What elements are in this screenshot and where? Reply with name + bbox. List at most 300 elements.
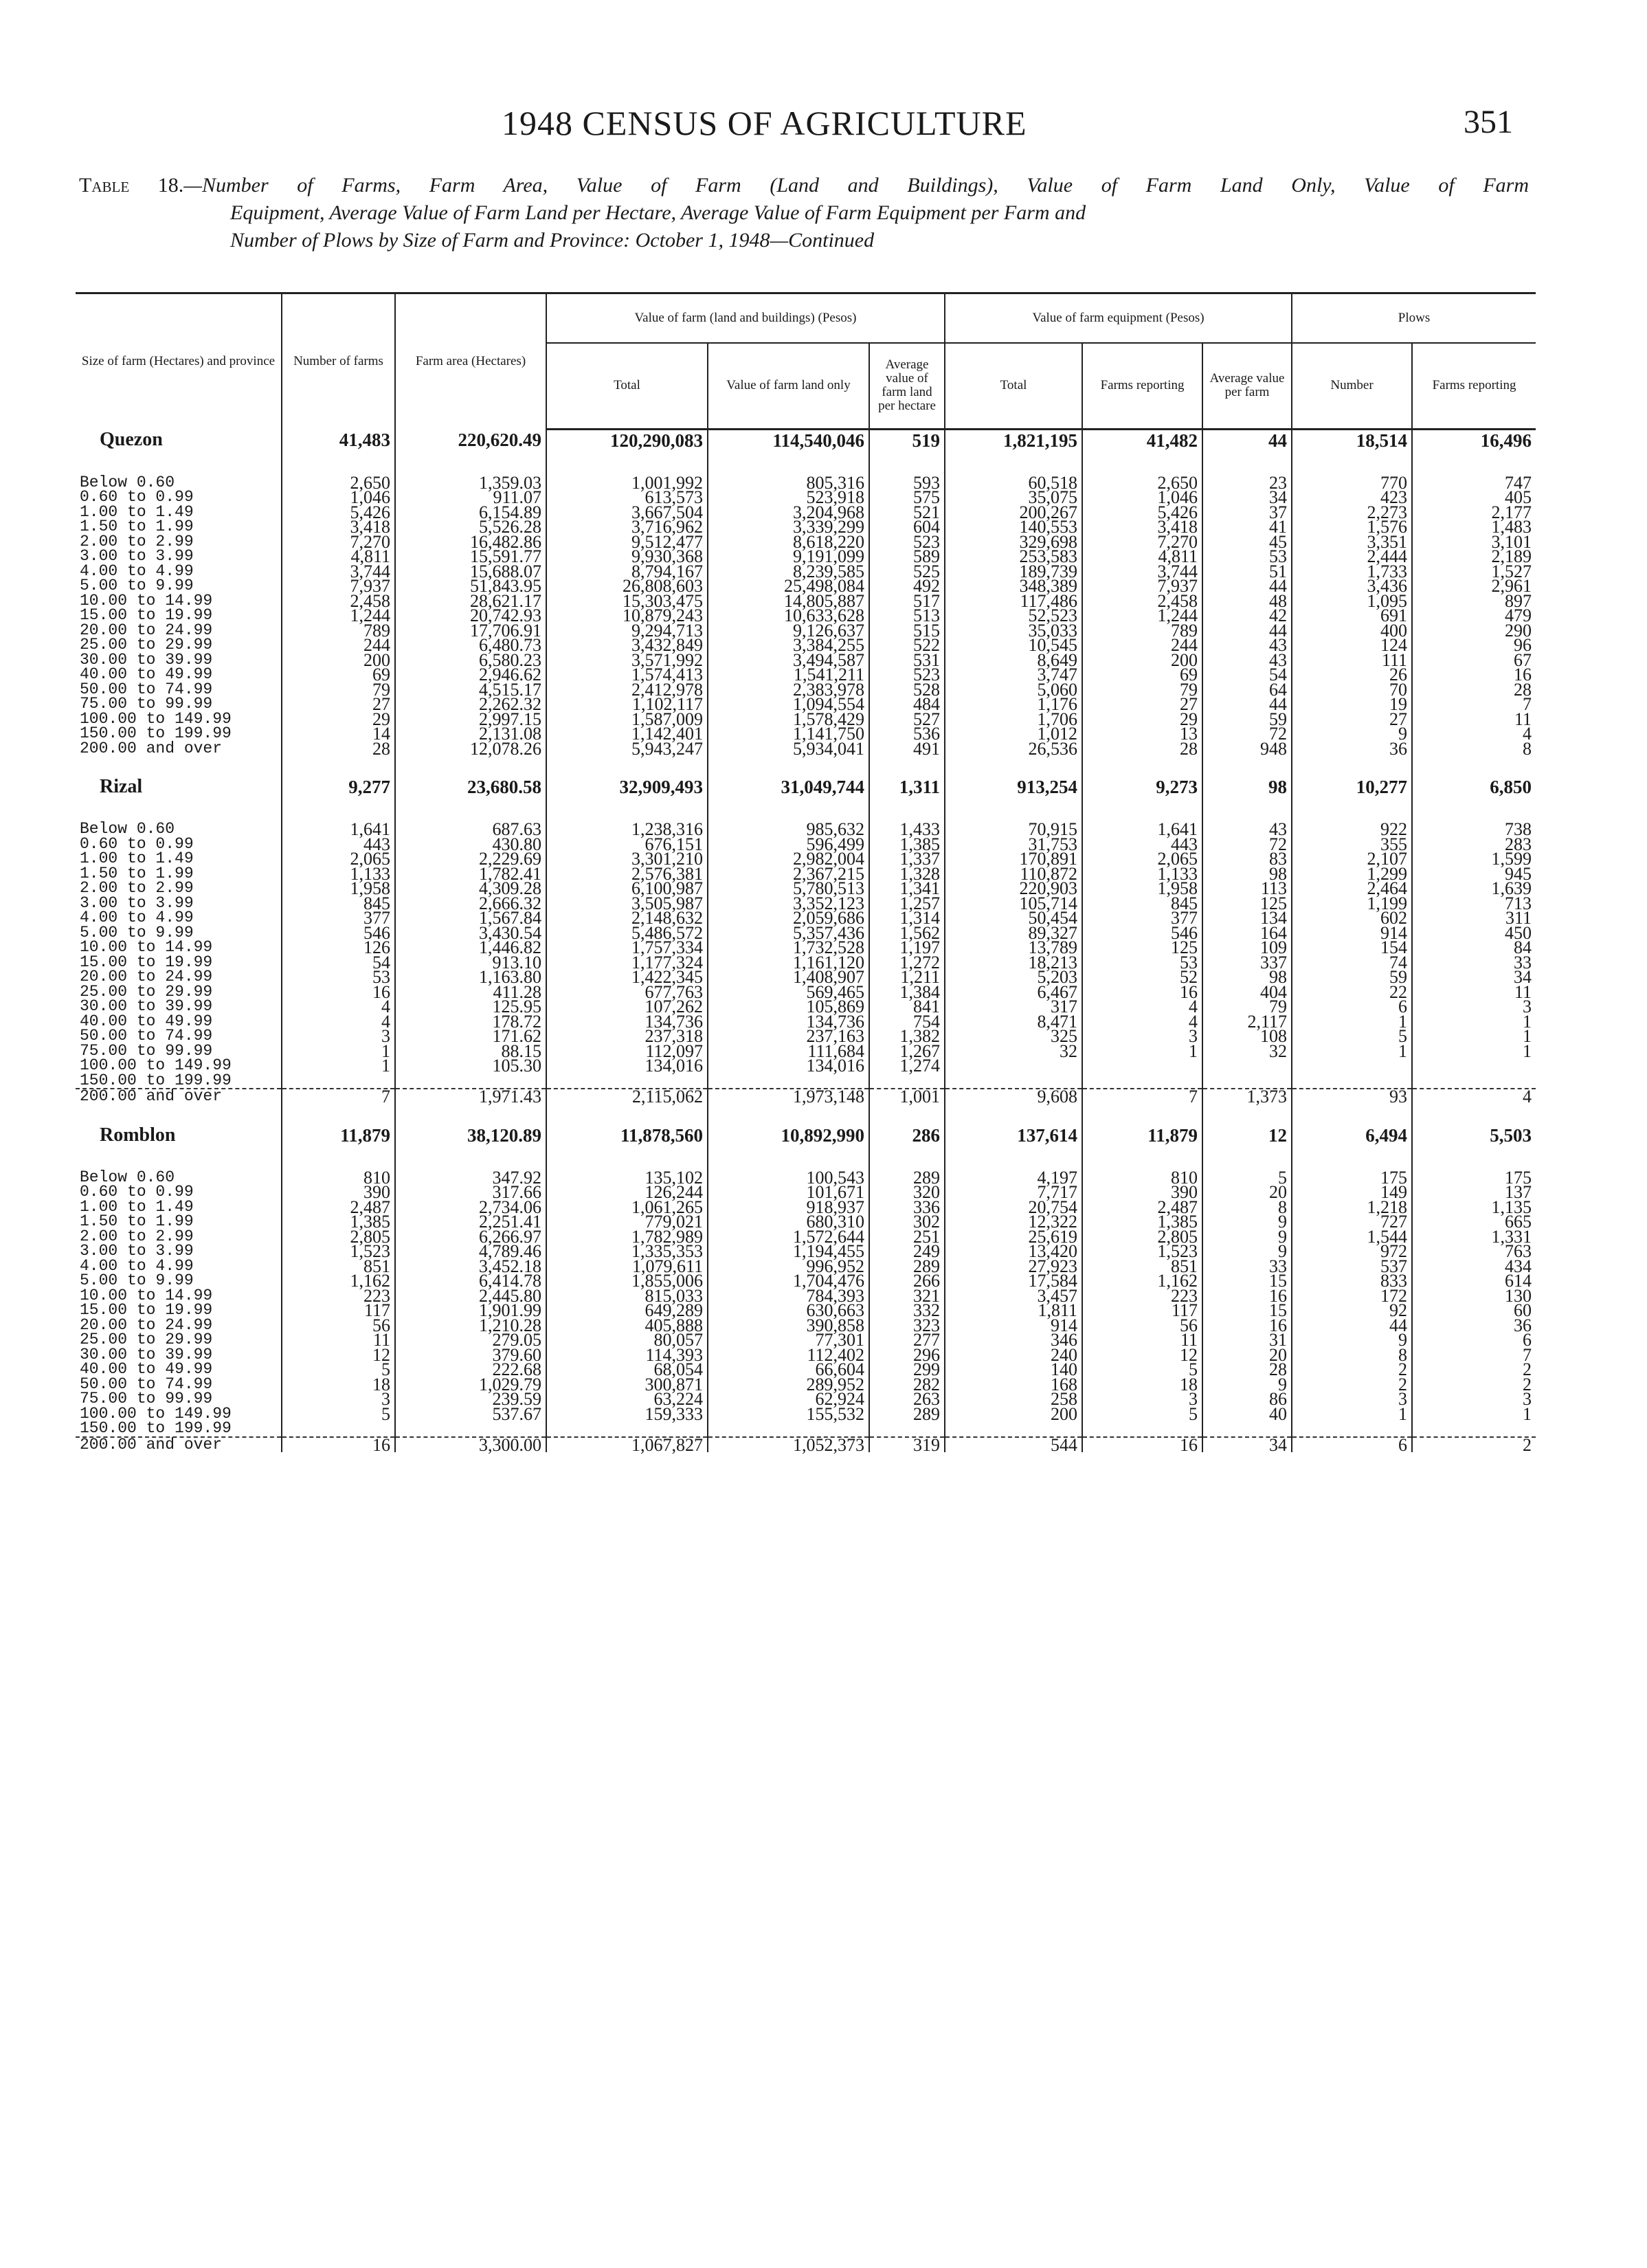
table-cell: 164 (1202, 926, 1292, 941)
table-cell: 1,732,528 (708, 940, 869, 955)
table-cell: 11 (1082, 1333, 1202, 1348)
table-cell (1292, 1058, 1412, 1074)
table-cell: 2,148,632 (546, 911, 708, 926)
table-cell: 789 (1082, 623, 1202, 638)
table-row (76, 742, 1536, 757)
size-class-label: 200.00 and over (76, 1089, 282, 1104)
table-cell: 2,487 (282, 1200, 395, 1215)
table-cell: 11 (282, 1333, 395, 1348)
table-cell: 178.72 (395, 1014, 546, 1030)
table-cell: 42 (1202, 608, 1292, 623)
table-cell: 240 (945, 1348, 1082, 1363)
table-cell: 1,274 (869, 1058, 945, 1074)
table-cell: 5,426 (282, 505, 395, 520)
table-cell: 1,574,413 (546, 667, 708, 682)
table-cell: 105,869 (708, 999, 869, 1014)
table-cell: 945 (1412, 867, 1536, 882)
table-cell: 18 (1082, 1377, 1202, 1392)
size-class-label: 150.00 to 199.99 (80, 724, 232, 742)
table-cell: 36 (1292, 742, 1412, 757)
table-cell: 60 (1412, 1303, 1536, 1318)
table-cell: 14,805,887 (708, 594, 869, 609)
table-cell: 1,133 (1082, 867, 1202, 882)
table-cell: 2,367,215 (708, 867, 869, 882)
table-row (76, 1407, 1536, 1422)
size-class-label: 1.00 to 1.49 (80, 849, 194, 867)
table-cell: 589 (869, 549, 945, 564)
table-cell: 9,126,637 (708, 623, 869, 638)
table-cell: 62,924 (708, 1392, 869, 1407)
table-cell: 22 (1292, 985, 1412, 1000)
table-cell: 1,971.43 (395, 1089, 546, 1104)
table-cell: 56 (282, 1318, 395, 1333)
table-cell: 50,454 (945, 911, 1082, 926)
col-equip-total: Total (945, 343, 1082, 429)
table-cell: 27 (1292, 712, 1412, 727)
census-table (76, 292, 1536, 1455)
table-cell: 1,197 (869, 940, 945, 955)
table-cell: 36 (1412, 1318, 1536, 1333)
size-class-label: 25.00 to 29.99 (80, 1331, 213, 1348)
table-cell: 7 (1082, 1089, 1202, 1104)
table-cell: 6 (1292, 1437, 1412, 1453)
table-cell: 140 (945, 1362, 1082, 1377)
table-cell: 79 (282, 682, 395, 698)
table-cell: 1,029.79 (395, 1377, 546, 1392)
table-cell: 430.80 (395, 837, 546, 852)
table-cell: 253,583 (945, 549, 1082, 564)
col-stub: Size of farm (Hectares) and province (76, 293, 282, 430)
table-cell: 1,385 (1082, 1214, 1202, 1230)
table-cell: 108 (1202, 1029, 1292, 1044)
table-cell: 44 (1292, 1318, 1412, 1333)
table-cell: 517 (869, 594, 945, 609)
table-cell: 4,197 (945, 1170, 1082, 1186)
table-cell: 79 (1202, 999, 1292, 1014)
table-cell: 1,244 (1082, 608, 1202, 623)
table-cell: 16 (1202, 1318, 1292, 1333)
table-cell: 319 (869, 1437, 945, 1453)
table-row (76, 1058, 1536, 1074)
table-cell: 2 (1412, 1362, 1536, 1377)
table-body (76, 428, 1536, 1455)
size-class-label: 10.00 to 14.99 (80, 591, 213, 610)
table-cell: 45 (1202, 535, 1292, 550)
table-cell: 223 (282, 1289, 395, 1304)
table-cell: 149 (1292, 1185, 1412, 1200)
table-row (76, 1377, 1536, 1392)
table-cell: 25,498,084 (708, 579, 869, 594)
table-cell: 2,115,062 (546, 1089, 708, 1104)
table-cell: 2,805 (1082, 1230, 1202, 1245)
caption-line-3: Number of Plows by Size of Farm and Province: October 1, 1948—Continued (230, 229, 875, 252)
table-cell: 159,333 (546, 1407, 708, 1422)
table-cell: 16 (1202, 1289, 1292, 1304)
table-cell: 4,309.28 (395, 881, 546, 896)
table-cell: 996,952 (708, 1259, 869, 1274)
table-cell: 15,688.07 (395, 564, 546, 579)
table-cell: 2,251.41 (395, 1214, 546, 1230)
table-cell: 2,982,004 (708, 852, 869, 867)
table-cell: 52,523 (945, 608, 1082, 623)
table-cell: 1,177,324 (546, 955, 708, 970)
table-cell: 43 (1202, 653, 1292, 668)
table-cell: 11 (1412, 985, 1536, 1000)
table-cell: 1,102,117 (546, 697, 708, 712)
table-cell: 845 (282, 896, 395, 911)
table-cell: 4,811 (282, 549, 395, 564)
table-cell: 1,162 (282, 1274, 395, 1289)
table-cell: 602 (1292, 911, 1412, 926)
table-cell: 2,177 (1412, 505, 1536, 520)
table-cell: 3,418 (282, 520, 395, 535)
table-cell: 377 (282, 911, 395, 926)
table-cell: 9,294,713 (546, 623, 708, 638)
table-cell: 220,903 (945, 881, 1082, 896)
size-class-label: 100.00 to 149.99 (80, 1056, 232, 1074)
table-cell: 536 (869, 726, 945, 742)
table-cell: 1,272 (869, 955, 945, 970)
table-cell: 28 (282, 742, 395, 757)
table-cell: 1,639 (1412, 881, 1536, 896)
table-cell: 277 (869, 1333, 945, 1348)
table-cell: 135,102 (546, 1170, 708, 1186)
table-cell: 546 (1082, 926, 1202, 941)
table-cell: 523 (869, 667, 945, 682)
table-cell: 1,446.82 (395, 940, 546, 955)
table-cell: 522 (869, 638, 945, 653)
province-total-cell: 18,514 (1292, 429, 1412, 476)
size-class-label: 4.00 to 4.99 (80, 909, 194, 926)
table-cell: 300,871 (546, 1377, 708, 1392)
table-cell (1412, 1058, 1536, 1074)
table-cell: 88.15 (395, 1044, 546, 1059)
table-cell: 134,736 (708, 1014, 869, 1030)
table-cell: 200 (945, 1407, 1082, 1422)
table-cell: 985,632 (708, 822, 869, 837)
table-cell: 96 (1412, 638, 1536, 653)
table-cell: 680,310 (708, 1214, 869, 1230)
table-cell: 72 (1202, 726, 1292, 742)
table-cell: 613,573 (546, 490, 708, 505)
table-cell: 7,270 (282, 535, 395, 550)
table-cell: 323 (869, 1318, 945, 1333)
size-class-label: 1.00 to 1.49 (80, 1197, 194, 1216)
table-cell: 346 (945, 1333, 1082, 1348)
table-cell: 2,487 (1082, 1200, 1202, 1215)
table-cell: 918,937 (708, 1200, 869, 1215)
size-class-label: 30.00 to 39.99 (80, 997, 213, 1015)
size-class-label: 75.00 to 99.99 (80, 1390, 213, 1408)
size-class-label: 30.00 to 39.99 (80, 650, 213, 669)
table-cell: 124 (1292, 638, 1412, 653)
table-cell: 815,033 (546, 1289, 708, 1304)
table-cell: 53 (282, 970, 395, 985)
table-cell: 691 (1292, 608, 1412, 623)
table-cell: 2,961 (1412, 579, 1536, 594)
size-class-label: 50.00 to 74.99 (80, 680, 213, 698)
table-cell: 5,943,247 (546, 742, 708, 757)
table-cell: 1,578,429 (708, 712, 869, 727)
table-cell: 110,872 (945, 867, 1082, 882)
table-cell: 2,445.80 (395, 1289, 546, 1304)
table-cell: 527 (869, 712, 945, 727)
table-cell: 4,515.17 (395, 682, 546, 698)
col-farm-area: Farm area (Hectares) (395, 293, 546, 430)
table-cell: 60,518 (945, 476, 1082, 491)
table-cell: 70 (1292, 682, 1412, 698)
table-cell: 523,918 (708, 490, 869, 505)
table-cell: 4 (282, 1014, 395, 1030)
table-cell: 9,608 (945, 1089, 1082, 1104)
table-cell: 1,733 (1292, 564, 1412, 579)
size-class-label: 25.00 to 29.99 (80, 982, 213, 1001)
table-cell: 1,176 (945, 697, 1082, 712)
table-cell: 15,591.77 (395, 549, 546, 564)
table-cell: 6 (1292, 999, 1412, 1014)
table-cell: 521 (869, 505, 945, 520)
table-cell: 9 (1202, 1230, 1292, 1245)
table-cell: 2,117 (1202, 1014, 1292, 1030)
table-row (76, 1014, 1536, 1030)
table-row (76, 999, 1536, 1014)
table-cell: 1,811 (945, 1303, 1082, 1318)
table-cell: 434 (1412, 1259, 1536, 1274)
table-cell: 2,229.69 (395, 852, 546, 867)
page-header (0, 103, 1647, 151)
table-cell: 72 (1202, 837, 1292, 852)
size-class-label: 100.00 to 149.99 (80, 1404, 232, 1423)
table-cell: 1,052,373 (708, 1437, 869, 1453)
table-cell: 3,436 (1292, 579, 1412, 594)
table-cell: 5 (1082, 1362, 1202, 1377)
table-cell: 32 (1202, 1044, 1292, 1059)
table-cell: 922 (1292, 822, 1412, 837)
size-class-label: Below 0.60 (80, 820, 175, 838)
table-cell: 29 (282, 712, 395, 727)
table-cell: 1,562 (869, 926, 945, 941)
table-cell: 630,663 (708, 1303, 869, 1318)
table-cell: 113 (1202, 881, 1292, 896)
table-cell: 134,016 (708, 1058, 869, 1074)
table-cell: 31,753 (945, 837, 1082, 852)
size-class-label: 75.00 to 99.99 (80, 695, 213, 713)
table-cell: 289 (869, 1259, 945, 1274)
table-cell: 98 (1202, 867, 1292, 882)
province-total-cell: 286 (869, 1104, 945, 1170)
table-cell: 3,716,962 (546, 520, 708, 535)
table-cell (1292, 1421, 1412, 1437)
table-cell: 332 (869, 1303, 945, 1318)
table-cell: 19 (1292, 697, 1412, 712)
table-cell: 546 (282, 926, 395, 941)
table-cell: 1,257 (869, 896, 945, 911)
table-cell: 279.05 (395, 1333, 546, 1348)
col-land-value: Value of farm land only (708, 343, 869, 429)
table-cell: 1,135 (1412, 1200, 1536, 1215)
table-cell: 244 (1082, 638, 1202, 653)
table-cell: 4,811 (1082, 549, 1202, 564)
table-cell: 747 (1412, 476, 1536, 491)
table-cell: 200 (282, 653, 395, 668)
table-cell: 15 (1202, 1303, 1292, 1318)
table-cell: 1,079,611 (546, 1259, 708, 1274)
table-cell: 1,218 (1292, 1200, 1412, 1215)
table-cell: 2,650 (1082, 476, 1202, 491)
table-cell: 28 (1082, 742, 1202, 757)
table-cell: 6,100,987 (546, 881, 708, 896)
table-cell: 134,736 (546, 1014, 708, 1030)
table-cell: 1,382 (869, 1029, 945, 1044)
table-cell: 1,341 (869, 881, 945, 896)
table-cell: 5,934,041 (708, 742, 869, 757)
table-cell: 117 (282, 1303, 395, 1318)
size-class-label: 20.00 to 24.99 (80, 1315, 213, 1334)
table-cell: 1,337 (869, 852, 945, 867)
table-cell: 11 (1412, 712, 1536, 727)
table-cell: 1,299 (1292, 867, 1412, 882)
table-cell: 810 (1082, 1170, 1202, 1186)
table-cell: 2,650 (282, 476, 395, 491)
table-cell: 649,289 (546, 1303, 708, 1318)
province-total-cell: 12 (1202, 1104, 1292, 1170)
table-cell: 4 (1082, 999, 1202, 1014)
table-cell: 1,483 (1412, 520, 1536, 535)
table-cell: 1,012 (945, 726, 1082, 742)
table-cell: 2 (1412, 1377, 1536, 1392)
table-cell: 1,331 (1412, 1230, 1536, 1245)
table-cell: 1,194,455 (708, 1244, 869, 1259)
table-cell: 8,239,585 (708, 564, 869, 579)
table-cell: 1,162 (1082, 1274, 1202, 1289)
table-cell: 26,536 (945, 742, 1082, 757)
table-cell: 5,426 (1082, 505, 1202, 520)
province-total-cell: 10,277 (1292, 756, 1412, 822)
table-cell: 6,580.23 (395, 653, 546, 668)
table-cell: 1,001 (869, 1089, 945, 1104)
table-row (76, 1348, 1536, 1363)
table-cell: 1,958 (1082, 881, 1202, 896)
table-cell: 112,097 (546, 1044, 708, 1059)
table-cell: 244 (282, 638, 395, 653)
province-total-cell: 6,850 (1412, 756, 1536, 822)
col-avg-land-value: Average value of farm land per hectare (869, 343, 945, 429)
table-cell: 175 (1412, 1170, 1536, 1186)
table-cell: 575 (869, 490, 945, 505)
table-cell: 5 (282, 1362, 395, 1377)
table-cell: 1,359.03 (395, 476, 546, 491)
size-class-label: Below 0.60 (80, 473, 175, 491)
table-cell: 68,054 (546, 1362, 708, 1377)
table-cell: 569,465 (708, 985, 869, 1000)
table-cell: 4 (1082, 1014, 1202, 1030)
table-cell: 1,046 (1082, 490, 1202, 505)
table-cell: 1,433 (869, 822, 945, 837)
caption-lead: Table 18. (79, 174, 184, 197)
table-cell: 51,843.95 (395, 579, 546, 594)
table-cell: 20 (1202, 1348, 1292, 1363)
table-cell: 3,571,992 (546, 653, 708, 668)
table-cell: 3,430.54 (395, 926, 546, 941)
table-cell: 237,318 (546, 1029, 708, 1044)
table-cell: 34 (1202, 490, 1292, 505)
table-cell: 1,599 (1412, 852, 1536, 867)
table-cell: 911.07 (395, 490, 546, 505)
table-cell: 515 (869, 623, 945, 638)
table-cell: 32 (945, 1044, 1082, 1059)
table-cell: 914 (1292, 926, 1412, 941)
table-cell: 1,142,401 (546, 726, 708, 742)
table-cell: 897 (1412, 594, 1536, 609)
table-cell: 3 (282, 1029, 395, 1044)
table-cell: 1,210.28 (395, 1318, 546, 1333)
table-cell: 1,587,009 (546, 712, 708, 727)
table-cell: 1,523 (282, 1244, 395, 1259)
province-total-cell: 11,879 (282, 1104, 395, 1170)
province-total-row (76, 429, 1536, 476)
table-cell: 833 (1292, 1274, 1412, 1289)
table-cell: 4 (282, 999, 395, 1014)
table-cell: 67 (1412, 653, 1536, 668)
table-cell: 1,141,750 (708, 726, 869, 742)
table-cell: 513 (869, 608, 945, 623)
table-cell: 3,384,255 (708, 638, 869, 653)
table-cell: 37 (1202, 505, 1292, 520)
table-cell: 35,033 (945, 623, 1082, 638)
table-cell: 1,061,265 (546, 1200, 708, 1215)
table-cell: 8 (1202, 1200, 1292, 1215)
table-cell: 913.10 (395, 955, 546, 970)
table-row (76, 1303, 1536, 1318)
table-cell: 111 (1292, 653, 1412, 668)
table-cell: 100,543 (708, 1170, 869, 1186)
table-cell: 18 (282, 1377, 395, 1392)
table-cell: 5 (1082, 1407, 1202, 1422)
table-cell: 56 (1082, 1318, 1202, 1333)
table-cell: 134 (1202, 911, 1292, 926)
table-cell: 1,706 (945, 712, 1082, 727)
table-cell: 1,238,316 (546, 822, 708, 837)
table-cell: 2,576,381 (546, 867, 708, 882)
table-cell: 86 (1202, 1392, 1292, 1407)
table-cell: 28 (1412, 682, 1536, 698)
table-cell: 130 (1412, 1289, 1536, 1304)
size-class-label: 75.00 to 99.99 (80, 1041, 213, 1060)
table-cell: 44 (1202, 697, 1292, 712)
size-class-label: 2.00 to 2.99 (80, 532, 194, 551)
table-cell: 7,937 (1082, 579, 1202, 594)
table-cell: 4 (1412, 726, 1536, 742)
table-cell: 2,065 (1082, 852, 1202, 867)
province-total-cell: 1,311 (869, 756, 945, 822)
table-cell: 299 (869, 1362, 945, 1377)
size-class-label: 0.60 to 0.99 (80, 488, 194, 506)
table-cell: 9,930,368 (546, 549, 708, 564)
table-cell: 2,131.08 (395, 726, 546, 742)
table-cell: 258 (945, 1392, 1082, 1407)
table-cell: 9,191,099 (708, 549, 869, 564)
table-cell: 5,486,572 (546, 926, 708, 941)
table-cell: 33 (1202, 1259, 1292, 1274)
table-cell: 15 (1202, 1274, 1292, 1289)
table-cell: 1,973,148 (708, 1089, 869, 1104)
table-cell: 9 (1292, 726, 1412, 742)
table-cell: 5 (282, 1407, 395, 1422)
table-cell: 222.68 (395, 1362, 546, 1377)
table-cell: 93 (1292, 1089, 1412, 1104)
table-cell: 450 (1412, 926, 1536, 941)
table-cell: 54 (282, 955, 395, 970)
